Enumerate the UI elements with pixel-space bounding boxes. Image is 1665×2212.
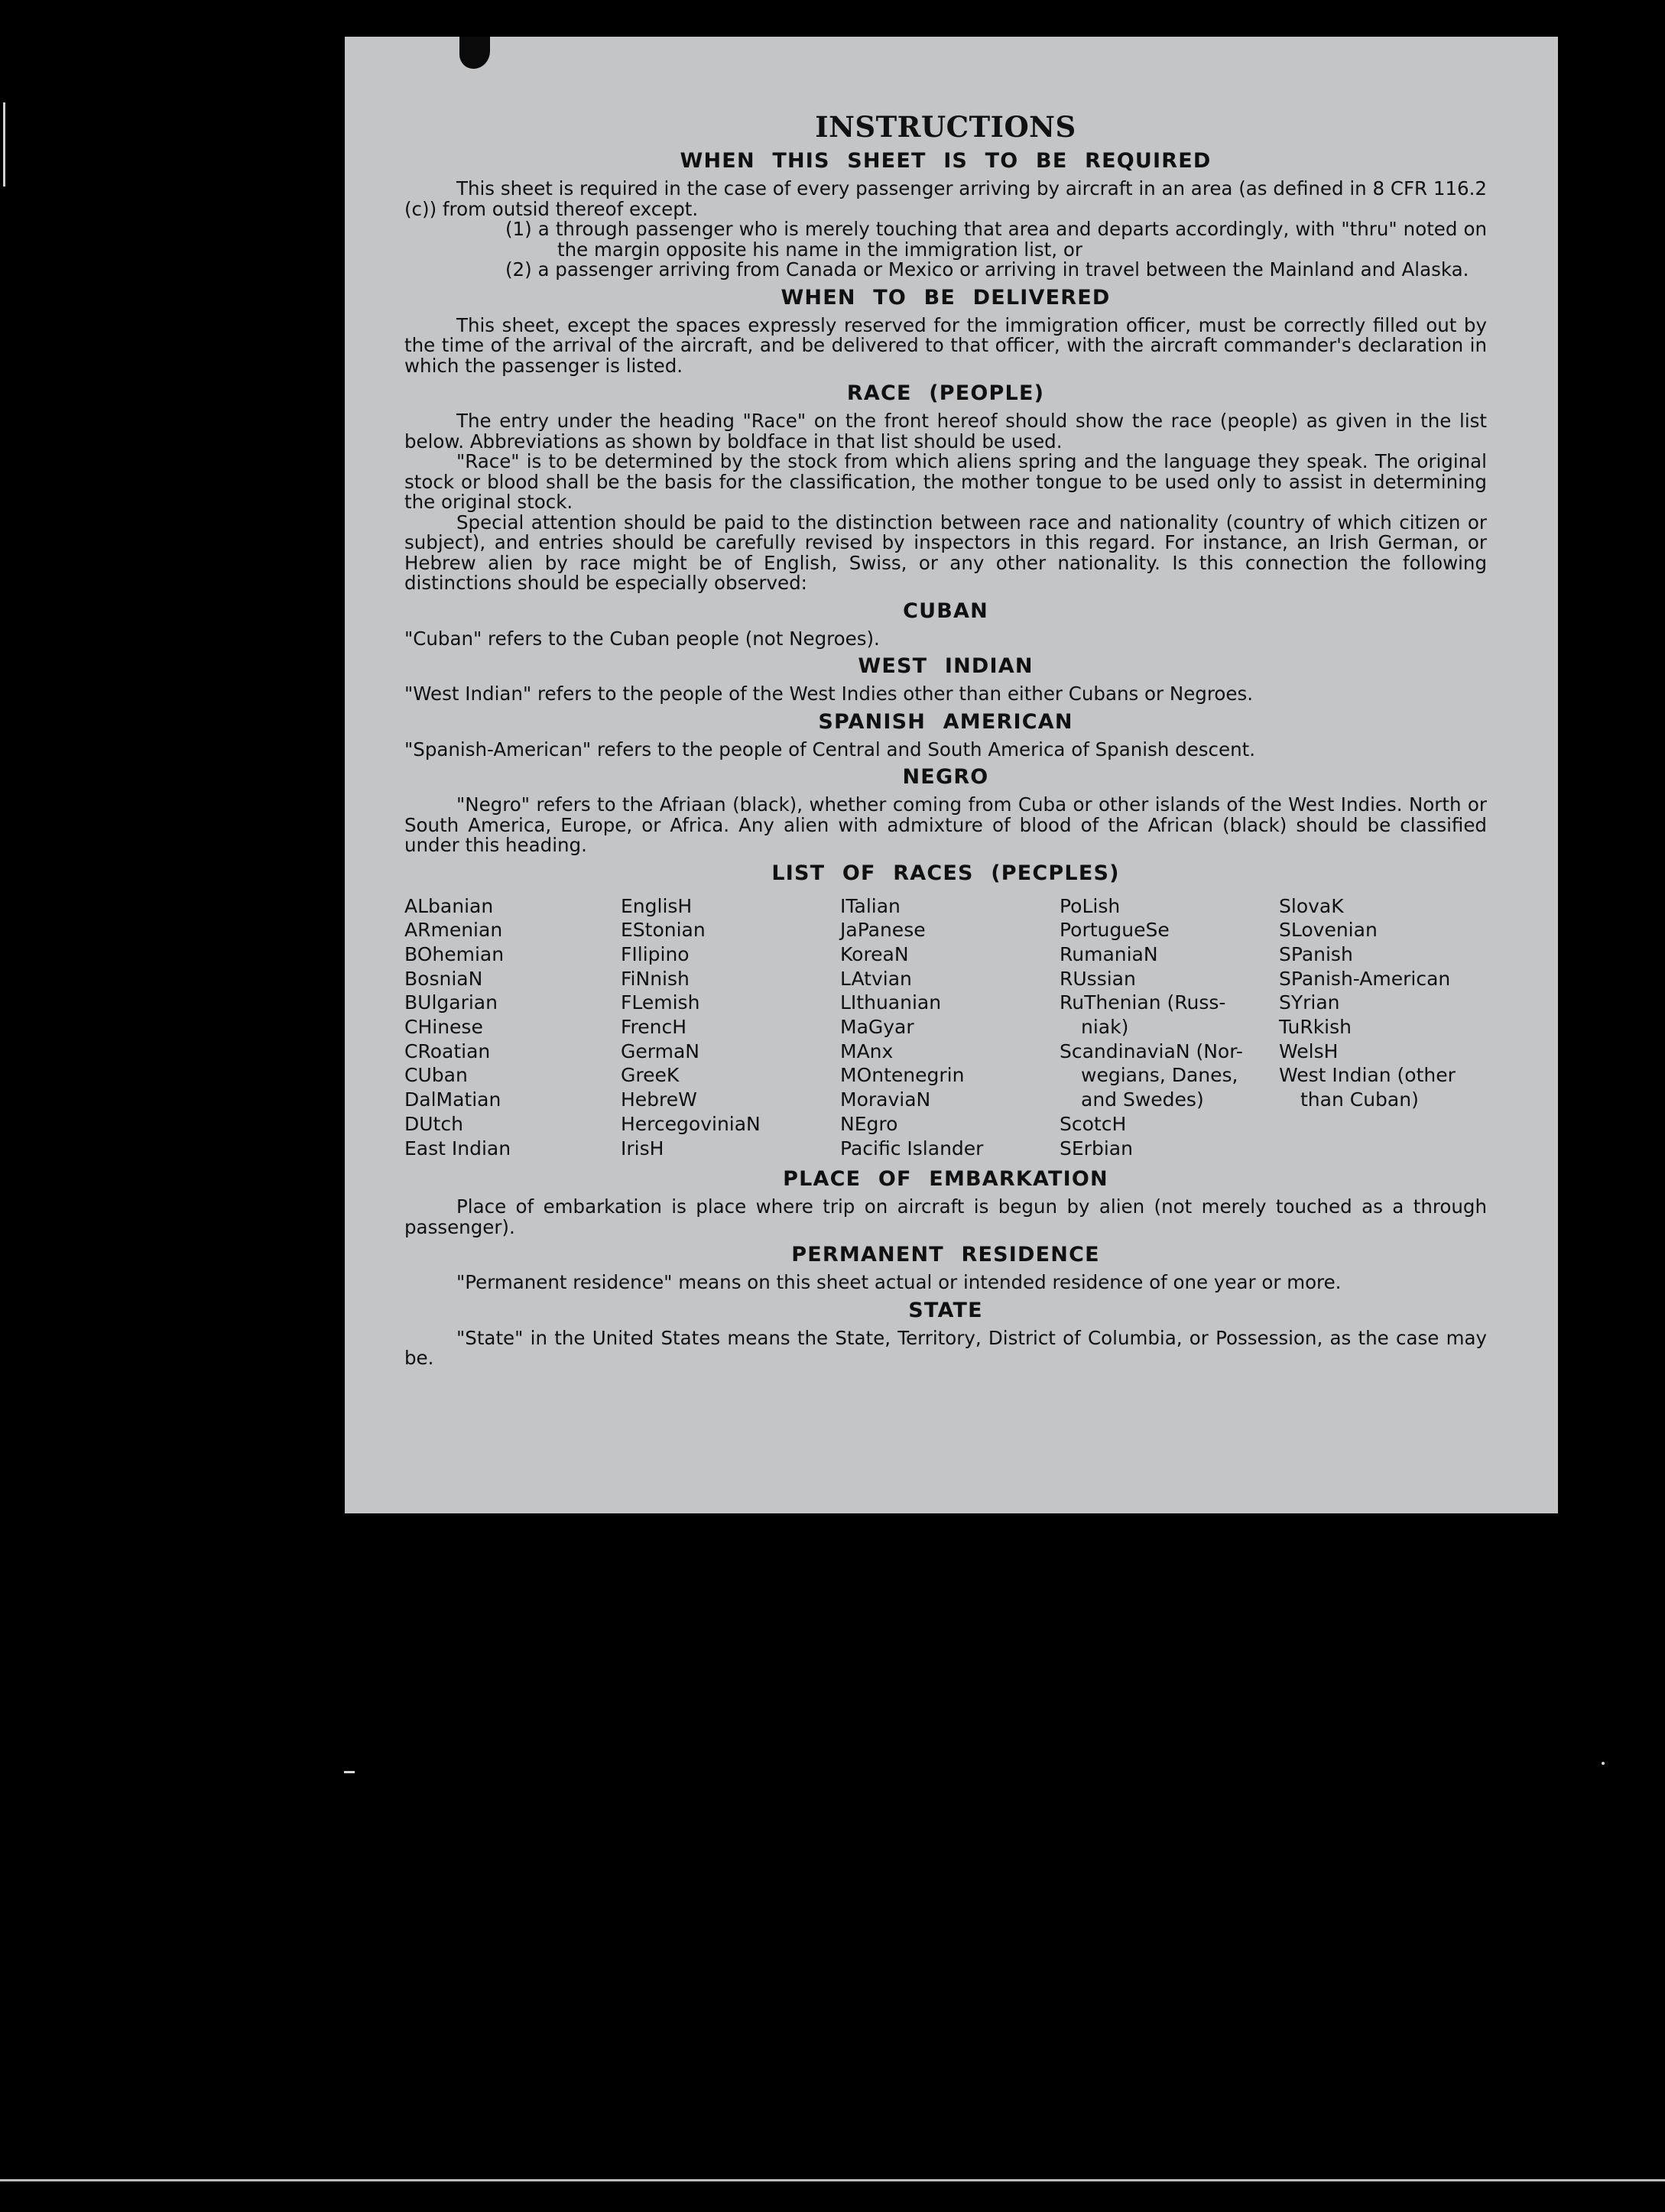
race-entry: SPanish — [1279, 942, 1353, 965]
spanish-american-text: "Spanish-American" refers to the people of Central and South America of Spanish descent. — [404, 738, 1256, 761]
race-entry: PortugueSe — [1060, 919, 1170, 942]
race-entry: FiNnish — [621, 967, 690, 990]
page-title: INSTRUCTIONS — [815, 110, 1076, 144]
dust-speck — [344, 1771, 355, 1773]
race-entry: SErbian — [1060, 1137, 1133, 1160]
film-edge-line — [0, 2179, 1665, 2181]
race-entry: ScotcH — [1060, 1112, 1127, 1135]
place-of-embarkation-text: Place of embarkation is place where trip on aircraft is begun by alien (not merely touched as a through passenger). — [404, 1195, 1487, 1238]
race-entry: DUtch — [404, 1112, 463, 1135]
negro-text: "Negro" refers to the Afriaan (black), whether coming from Cuba or other islands of the West Indies. North or South America, Europe, or Africa. Any alien with admixture of blood of the African (black) should be classified under this heading. — [404, 793, 1487, 856]
when-required-intro: This sheet is required in the case of every passenger arriving by aircraft in an area (as defined in 8 CFR 116.2 (c)) from outsid thereof except. — [404, 177, 1487, 220]
race-entry: niak) — [1081, 1016, 1129, 1039]
heading-list-of-races: LIST OF RACES (PECPLES) — [771, 861, 1120, 885]
race-entry: SYrian — [1279, 991, 1340, 1014]
race-entry: HebreW — [621, 1088, 697, 1111]
instructions-content — [404, 110, 1487, 1369]
race-entry: PoLish — [1060, 894, 1121, 917]
heading-when-required: WHEN THIS SHEET IS TO BE REQUIRED — [680, 149, 1212, 173]
race-entry: EnglisH — [621, 894, 693, 917]
race-entry: JaPanese — [840, 919, 926, 942]
race-entry: LIthuanian — [840, 991, 942, 1014]
heading-west-indian: WEST INDIAN — [858, 654, 1034, 678]
races-list — [404, 894, 1487, 1161]
race-entry: EStonian — [621, 919, 706, 942]
race-entry: BosniaN — [404, 967, 483, 990]
race-entry: MOntenegrin — [840, 1064, 965, 1087]
document-page — [345, 37, 1558, 1513]
race-entry: MAnx — [840, 1040, 894, 1062]
race-entry: CUban — [404, 1064, 468, 1087]
race-entry: DalMatian — [404, 1088, 501, 1111]
race-entry: BOhemian — [404, 942, 505, 965]
race-entry: ALbanian — [404, 894, 494, 917]
race-entry: FLemish — [621, 991, 700, 1014]
when-delivered-text: This sheet, except the spaces expressly reserved for the immigration officer, must be correctly filled out by the time of the arrival of the aircraft, and be delivered to that officer, with the aircraft commander's declaration in which the passenger is listed. — [404, 313, 1487, 377]
race-entry: Pacific Islander — [840, 1137, 984, 1160]
race-entry: ITalian — [840, 894, 901, 917]
race-entry: ScandinaviaN (Nor- — [1060, 1040, 1243, 1062]
races-column — [404, 894, 621, 1161]
race-entry: wegians, Danes, — [1081, 1064, 1238, 1087]
race-entry: NEgro — [840, 1112, 898, 1135]
race-entry: RumaniaN — [1060, 942, 1158, 965]
race-entry: RuThenian (Russ- — [1060, 991, 1226, 1014]
heading-cuban: CUBAN — [903, 598, 988, 623]
race-entry: and Swedes) — [1081, 1088, 1204, 1111]
film-edge-mark — [3, 102, 5, 186]
race-paragraph: Special attention should be paid to the distinction between race and nationality (country of which citizen or subject), and entries should be carefully revised by inspectors in this regard. For instance, an Irish German, or Hebrew alien by race might be of English, Swiss, or any other nationality. Is this connection the following distinctions should be especially observed: — [404, 511, 1487, 594]
race-entry: CRoatian — [404, 1040, 491, 1062]
heading-place-of-embarkation: PLACE OF EMBARKATION — [783, 1167, 1108, 1192]
race-entry: SPanish-American — [1279, 967, 1451, 990]
races-column — [1060, 894, 1279, 1161]
heading-negro: NEGRO — [902, 765, 989, 789]
races-column — [1279, 894, 1487, 1161]
race-paragraph: "Race" is to be determined by the stock from which aliens spring and the language they speak. The original stock or blood shall be the basis for the classification, the mother tongue to be used only to assist in determining the original stock. — [404, 450, 1487, 513]
race-entry: West Indian (other — [1279, 1064, 1456, 1087]
race-entry: SLovenian — [1279, 919, 1378, 942]
exception-item-2: (2) a passenger arriving from Canada or Mexico or arriving in travel between the Mainland and Alaska. — [505, 258, 1469, 281]
permanent-residence-text: "Permanent residence" means on this sheet actual or intended residence of one year or more. — [456, 1271, 1342, 1294]
race-paragraph: The entry under the heading "Race" on the front hereof should show the race (people) as given in the list below. Abbreviations as shown by boldface in that list should be used. — [404, 410, 1487, 452]
west-indian-text: "West Indian" refers to the people of the West Indies other than either Cubans or Negroes. — [404, 683, 1254, 705]
race-entry: East Indian — [404, 1137, 511, 1160]
heading-when-delivered: WHEN TO BE DELIVERED — [781, 285, 1111, 310]
heading-permanent-residence: PERMANENT RESIDENCE — [791, 1243, 1100, 1267]
race-entry: IrisH — [621, 1137, 664, 1160]
race-entry: FrencH — [621, 1016, 687, 1039]
race-entry: MaGyar — [840, 1016, 914, 1039]
dust-speck — [1602, 1762, 1605, 1765]
heading-race: RACE (PEOPLE) — [846, 381, 1045, 405]
state-text: "State" in the United States means the State, Territory, District of Columbia, or Possession, as the case may be. — [404, 1326, 1487, 1370]
race-entry: LAtvian — [840, 967, 912, 990]
race-entry: BUlgarian — [404, 991, 498, 1014]
race-entry: WelsH — [1279, 1040, 1339, 1062]
race-entry: SlovaK — [1279, 894, 1344, 917]
race-entry: FIlipino — [621, 942, 690, 965]
exception-item-1: (1) a through passenger who is merely touching that area and departs accordingly, with "thru" noted on the margin opposite his name in the immigration list, or — [505, 218, 1487, 261]
race-entry: ARmenian — [404, 919, 503, 942]
race-entry: TuRkish — [1279, 1016, 1352, 1039]
races-column — [621, 894, 840, 1161]
cuban-text: "Cuban" refers to the Cuban people (not Negroes). — [404, 627, 880, 650]
heading-state: STATE — [908, 1298, 983, 1322]
torn-corner — [459, 37, 490, 69]
race-entry: GreeK — [621, 1064, 680, 1087]
race-entry: than Cuban) — [1300, 1088, 1419, 1111]
race-entry: RUssian — [1060, 967, 1136, 990]
heading-spanish-american: SPANISH AMERICAN — [818, 709, 1073, 734]
races-column — [840, 894, 1060, 1161]
race-entry: GermaN — [621, 1040, 699, 1062]
race-entry: MoraviaN — [840, 1088, 931, 1111]
race-entry: CHinese — [404, 1016, 483, 1039]
race-entry: HercegoviniaN — [621, 1112, 761, 1135]
race-entry: KoreaN — [840, 942, 909, 965]
